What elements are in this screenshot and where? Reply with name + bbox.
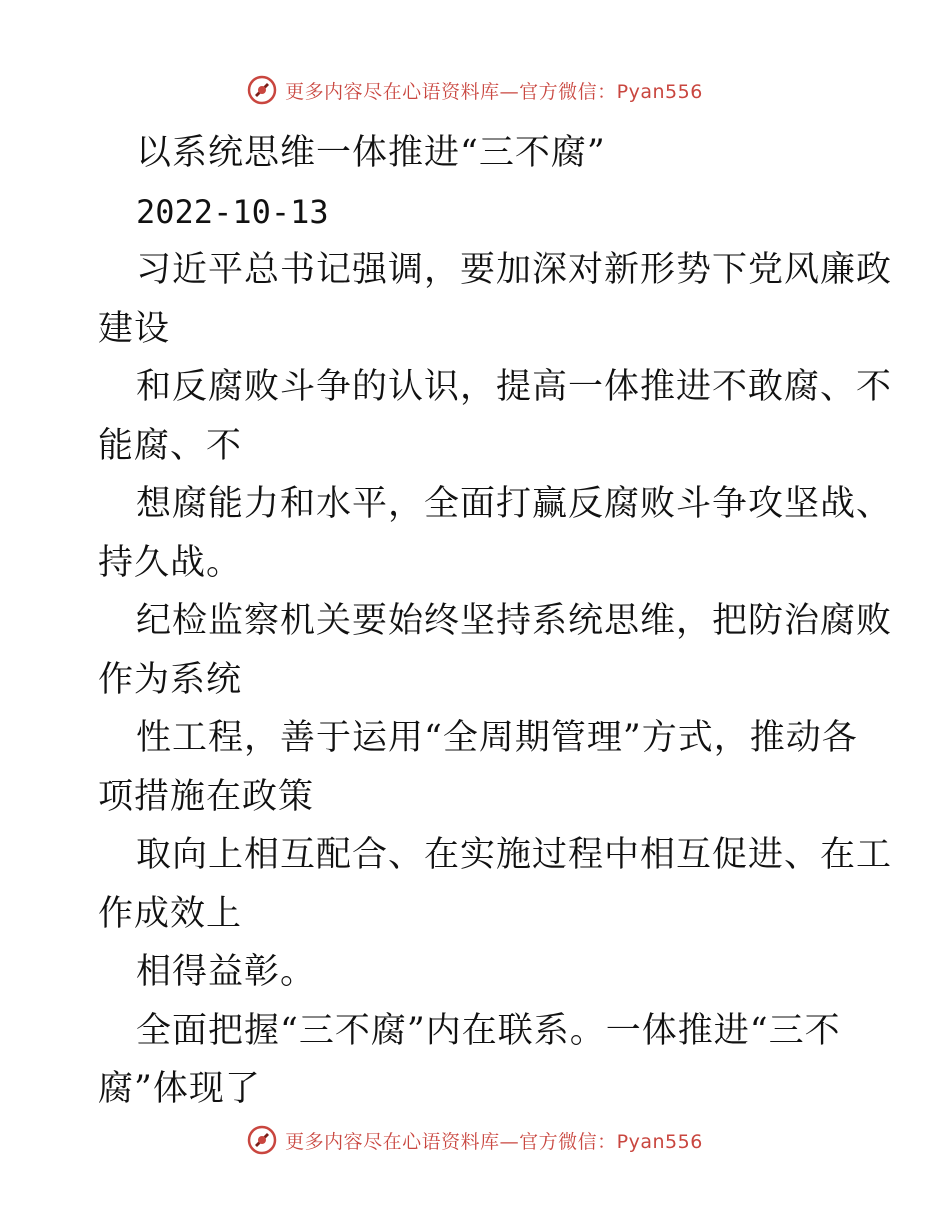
text-line: 取向上相互配合、在实施过程中相互促进、在工 <box>136 835 893 875</box>
watermark-text: 更多内容尽在心语资料库—官方微信：Pyan556 <box>285 80 703 103</box>
text-line: 习近平总书记强调，要加深对新形势下党风廉政 <box>136 250 893 290</box>
watermark-wechat-id: Pyan556 <box>616 80 703 103</box>
brand-logo-icon <box>247 75 277 105</box>
text-line: 全面把握“三不腐”内在联系。一体推进“三不 <box>136 1010 841 1051</box>
text-line: 作成效上 <box>98 893 243 934</box>
footer-watermark <box>0 1120 950 1160</box>
text-line: 腐”体现了 <box>98 1069 261 1109</box>
text-line: 项措施在政策 <box>98 776 315 817</box>
brand-logo-icon <box>247 1125 277 1155</box>
watermark-wechat-id: Pyan556 <box>616 1130 703 1153</box>
text-line: 建设 <box>98 308 171 349</box>
document-title: 以系统思维一体推进“三不腐” <box>136 133 606 173</box>
text-line: 作为系统 <box>98 659 243 700</box>
header-watermark <box>0 70 950 110</box>
text-line: 持久战。 <box>98 542 243 583</box>
text-line: 想腐能力和水平，全面打赢反腐败斗争攻坚战、 <box>136 484 893 524</box>
text-line: 性工程，善于运用“全周期管理”方式，推动各 <box>136 718 858 758</box>
text-line: 相得益彰。 <box>136 952 317 992</box>
watermark-text: 更多内容尽在心语资料库—官方微信：Pyan556 <box>285 1130 703 1153</box>
document-body <box>98 124 893 1119</box>
document-date: 2022-10-13 <box>136 192 329 231</box>
text-line: 和反腐败斗争的认识，提高一体推进不敢腐、不 <box>136 367 893 407</box>
text-line: 能腐、不 <box>98 425 243 466</box>
text-line: 纪检监察机关要始终坚持系统思维，把防治腐败 <box>136 601 893 641</box>
